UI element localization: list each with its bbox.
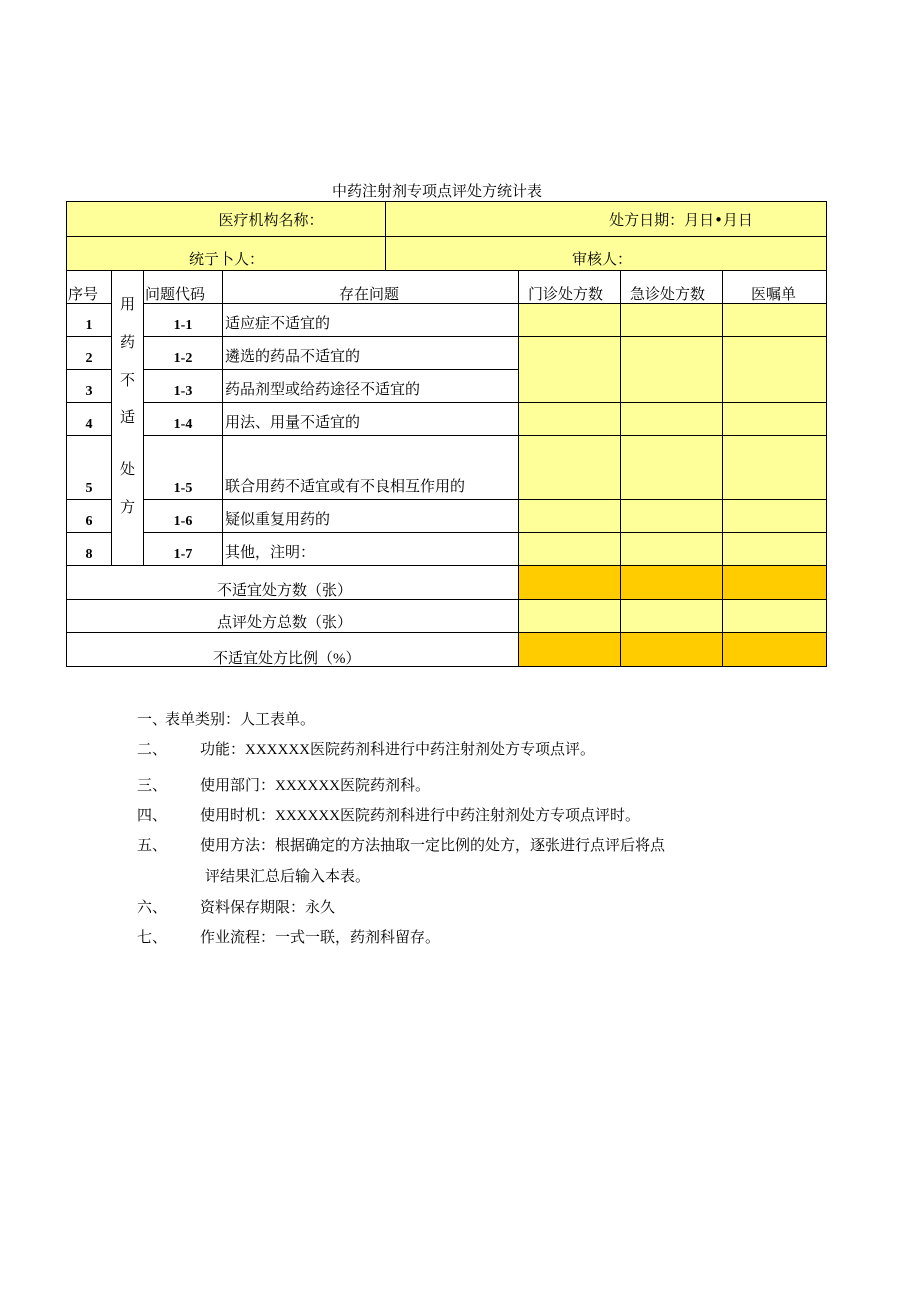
row-code: 1-3 — [144, 370, 223, 403]
summary-inappropriate-label: 不适宜处方数（张） — [67, 566, 519, 600]
category-char: 不 — [119, 370, 135, 389]
summary-ratio-label: 不适宜处方比例（%） — [67, 633, 519, 667]
row-problem: 联合用药不适宜或有不良相互作用的 — [223, 436, 519, 500]
row-code: 1-1 — [144, 304, 223, 337]
emergency-count-cell[interactable] — [621, 403, 723, 436]
inappropriate-emergency-cell[interactable] — [621, 566, 723, 600]
note-index: 二、 — [137, 742, 168, 758]
order-count-cell[interactable] — [723, 403, 827, 436]
category-char: 处 — [119, 460, 135, 479]
category-char: 药 — [119, 332, 135, 351]
outpatient-count-cell[interactable] — [519, 500, 621, 533]
stat-label: 统亍卜人： — [67, 237, 386, 271]
note-index: 一、 — [137, 712, 168, 728]
total-order-cell[interactable] — [723, 600, 827, 633]
order-count-cell[interactable] — [723, 436, 827, 500]
outpatient-count-cell[interactable] — [519, 533, 621, 566]
category-char: 方 — [119, 497, 135, 516]
note-index: 七、 — [137, 930, 168, 946]
row-problem: 用法、用量不适宜的 — [223, 403, 519, 436]
header-seq: 序号 — [67, 271, 112, 304]
note-index: 五、 — [137, 838, 168, 854]
category-char: 用 — [119, 295, 135, 313]
form-title: 中药注射剂专项点评处方统计表 — [331, 182, 542, 200]
header-order: 医嘱单 — [723, 271, 827, 304]
row-problem: 疑似重复用药的 — [223, 500, 519, 533]
date-label: 处方日期：月日•月日 — [386, 202, 827, 237]
note-text: 评结果汇总后输入本表。 — [205, 869, 371, 885]
row-problem: 其他，注明： — [223, 533, 519, 566]
row-seq: 4 — [67, 403, 112, 436]
inappropriate-outpatient-cell[interactable] — [519, 566, 621, 600]
note-text: 使用时机：XXXXXX医院药剂科进行中药注射剂处方专项点评时。 — [200, 808, 640, 824]
header-problem: 存在问题 — [223, 271, 519, 304]
note-index: 四、 — [137, 808, 168, 824]
emergency-count-cell[interactable] — [621, 304, 723, 337]
row-problem: 遴选的药品不适宜的 — [223, 337, 519, 370]
outpatient-count-cell[interactable] — [519, 304, 621, 337]
reviewer-label: 审核人： — [386, 237, 827, 271]
note-text: 使用方法：根据确定的方法抽取一定比例的处方，逐张进行点评后将点 — [200, 838, 666, 854]
note-text: 功能：XXXXXX医院药剂科进行中药注射剂处方专项点评。 — [200, 742, 595, 758]
row-problem: 药品剂型或给药途径不适宜的 — [223, 370, 519, 403]
note-text: 表单类别：人工表单。 — [165, 712, 316, 728]
emergency-count-cell[interactable] — [621, 337, 723, 403]
total-outpatient-cell[interactable] — [519, 600, 621, 633]
emergency-count-cell[interactable] — [621, 500, 723, 533]
ratio-emergency-cell[interactable] — [621, 633, 723, 667]
row-seq: 3 — [67, 370, 112, 403]
outpatient-count-cell[interactable] — [519, 337, 621, 403]
note-index: 三、 — [137, 778, 168, 794]
row-seq: 1 — [67, 304, 112, 337]
inappropriate-order-cell[interactable] — [723, 566, 827, 600]
statistics-table — [66, 201, 827, 667]
outpatient-count-cell[interactable] — [519, 403, 621, 436]
order-count-cell[interactable] — [723, 533, 827, 566]
row-seq: 8 — [67, 533, 112, 566]
order-count-cell[interactable] — [723, 304, 827, 337]
category-column — [112, 271, 144, 566]
note-text: 作业流程：一式一联，药剂科留存。 — [200, 930, 441, 946]
row-code: 1-7 — [144, 533, 223, 566]
header-emergency: 急诊处方数 — [621, 271, 723, 304]
note-text: 使用部门：XXXXXX医院药剂科。 — [200, 778, 430, 794]
row-seq: 2 — [67, 337, 112, 370]
emergency-count-cell[interactable] — [621, 436, 723, 500]
institution-label: 医疗机构名称： — [67, 202, 386, 237]
emergency-count-cell[interactable] — [621, 533, 723, 566]
summary-total-label: 点评处方总数（张） — [67, 600, 519, 633]
row-code: 1-2 — [144, 337, 223, 370]
note-index: 六、 — [137, 900, 168, 916]
total-emergency-cell[interactable] — [621, 600, 723, 633]
category-char: 适 — [119, 408, 135, 427]
ratio-outpatient-cell[interactable] — [519, 633, 621, 667]
note-text: 资料保存期限：永久 — [200, 900, 336, 916]
row-code: 1-4 — [144, 403, 223, 436]
ratio-order-cell[interactable] — [723, 633, 827, 667]
row-code: 1-5 — [144, 436, 223, 500]
header-code: 问题代码 — [144, 271, 223, 304]
outpatient-count-cell[interactable] — [519, 436, 621, 500]
row-code: 1-6 — [144, 500, 223, 533]
order-count-cell[interactable] — [723, 337, 827, 403]
row-problem: 适应症不适宜的 — [223, 304, 519, 337]
row-seq: 6 — [67, 500, 112, 533]
header-outpatient: 门诊处方数 — [519, 271, 621, 304]
order-count-cell[interactable] — [723, 500, 827, 533]
row-seq: 5 — [67, 436, 112, 500]
